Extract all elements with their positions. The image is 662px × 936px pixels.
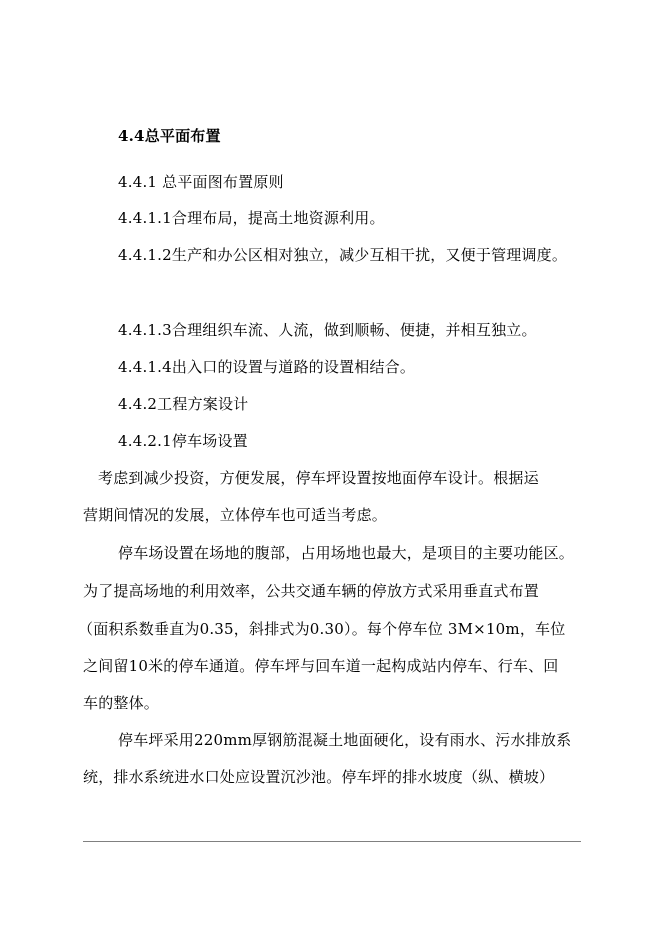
paragraph-line: 之间留10米的停车通道。停车坪与回车道一起构成站内停车、行车、回 bbox=[83, 657, 559, 675]
paragraph-line: 停车坪采用220mm厚钢筋混凝土地面硬化，设有雨水、污水排放系 bbox=[118, 731, 572, 749]
paragraph-line: （面积系数垂直为0.35，斜排式为0.30）。每个停车位 3M×10m，车位 bbox=[78, 620, 566, 638]
footer-divider bbox=[83, 841, 581, 842]
paragraph-line: 营期间情况的发展，立体停车也可适当考虑。 bbox=[83, 506, 388, 524]
paragraph-line: 统，排水系统进水口处应设置沉沙池。停车坪的排水坡度（纵、横坡） bbox=[83, 768, 555, 786]
subsection-heading: 4.4.2工程方案设计 bbox=[118, 395, 249, 413]
list-item: 4.4.1.1合理布局，提高土地资源利用。 bbox=[118, 209, 385, 227]
subsection-heading: 4.4.1 总平面图布置原则 bbox=[118, 173, 284, 191]
paragraph-line: 考虑到减少投资，方便发展，停车坪设置按地面停车设计。根据运 bbox=[98, 469, 539, 487]
list-item: 4.4.1.3合理组织车流、人流，做到顺畅、便捷，并相互独立。 bbox=[118, 321, 537, 339]
list-item: 4.4.1.4出入口的设置与道路的设置相结合。 bbox=[118, 358, 416, 376]
paragraph-line: 停车场设置在场地的腹部，占用场地也最大，是项目的主要功能区。 bbox=[118, 544, 575, 562]
section-title: 4.4总平面布置 bbox=[118, 127, 221, 145]
subsection-heading: 4.4.2.1停车场设置 bbox=[118, 432, 248, 450]
paragraph-line: 为了提高场地的利用效率，公共交通车辆的停放方式采用垂直式布置 bbox=[83, 582, 540, 600]
list-item: 4.4.1.2生产和办公区相对独立，减少互相干扰，又便于管理调度。 bbox=[118, 246, 568, 264]
paragraph-line: 车的整体。 bbox=[83, 694, 160, 712]
